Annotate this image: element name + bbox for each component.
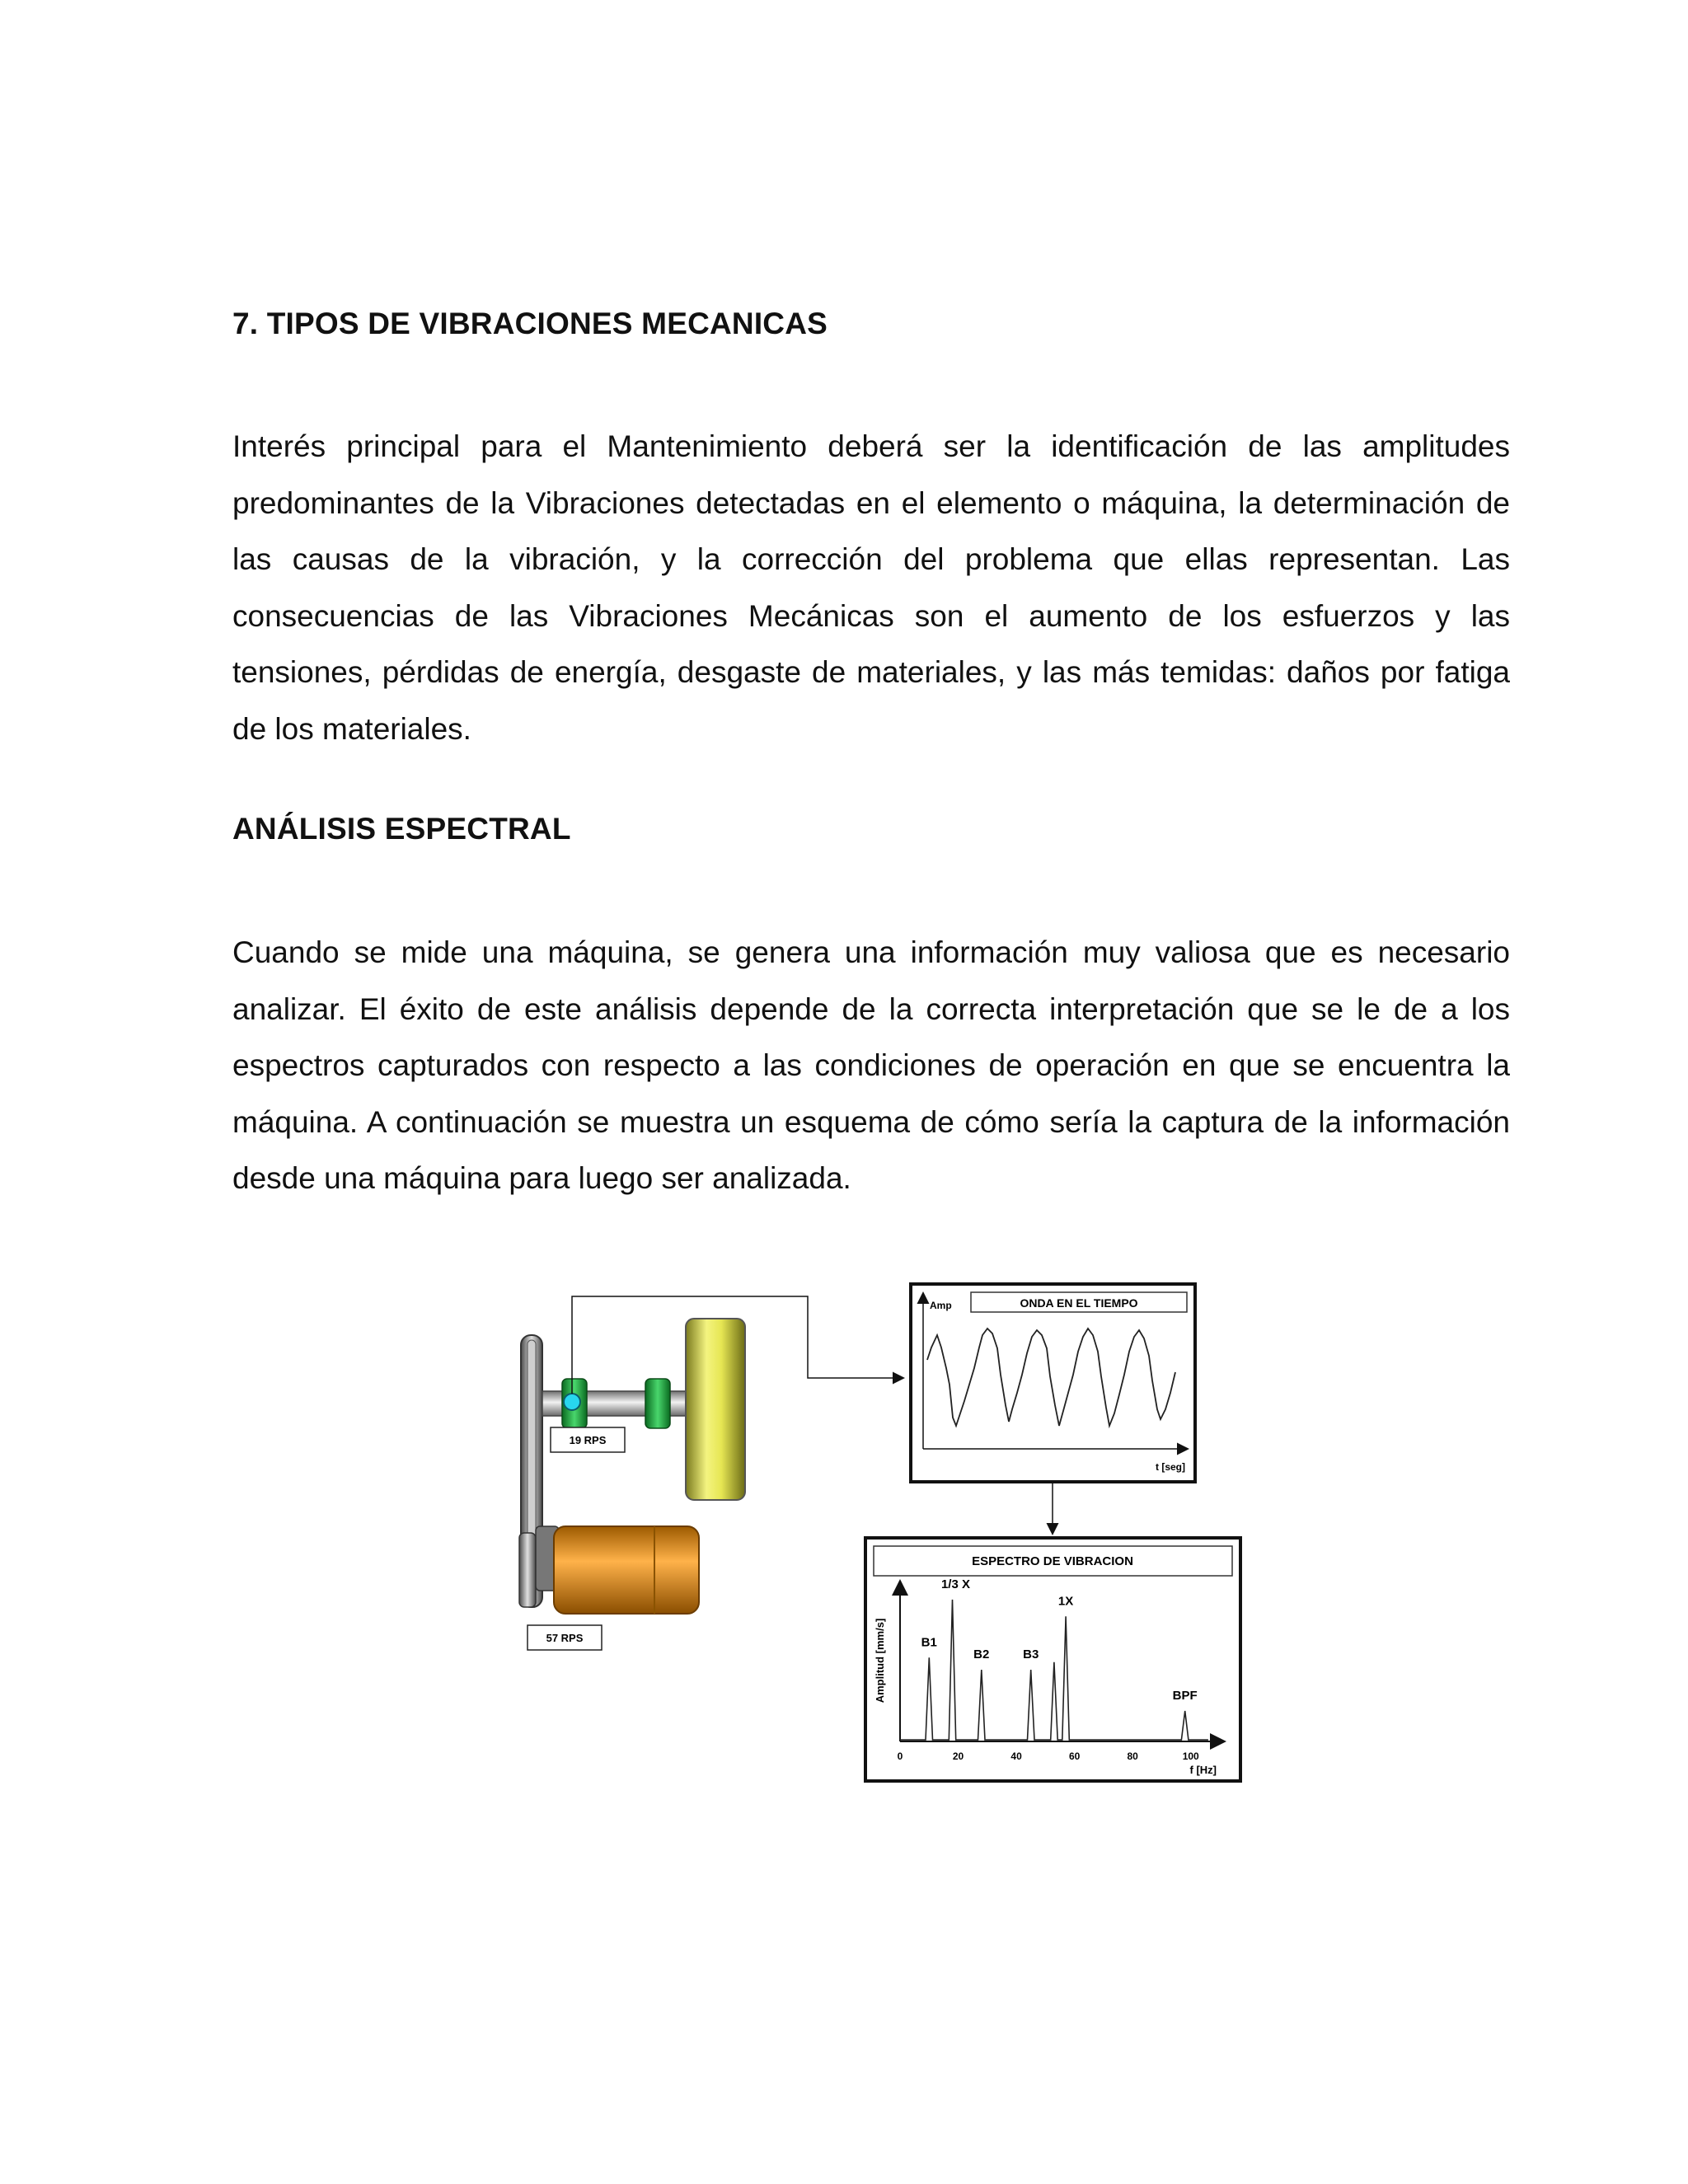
flywheel <box>686 1319 745 1500</box>
spectrum-title: ESPECTRO DE VIBRACION <box>972 1554 1133 1568</box>
spectrum-peak-label: BPF <box>1172 1689 1198 1703</box>
spectrum-peak-label: 1/3 X <box>940 1577 971 1591</box>
spectrum-y-label: Amplitud [mm/s] <box>874 1618 886 1704</box>
paragraph-mantenimiento: Interés principal para el Mantenimiento deberá ser la identificación de las amplitudes predominantes de la Vibraciones detectadas en el elemento o máquina, la determinación de las causas de la vibración, y la corrección del problema que ellas representan. Las consecuencias de las Vibraciones Mecánicas son el aumento de los esfuerzos y las tensiones, pérdidas de energía, desgaste de materiales, y las más temidas: daños por fatiga de los materiales. <box>232 429 1510 746</box>
motor <box>519 1526 699 1614</box>
time-wave-title: ONDA EN EL TIEMPO <box>1020 1296 1138 1310</box>
paragraph-analisis: Cuando se mide una máquina, se genera una información muy valiosa que es necesario analizar. El éxito de este análisis depende de la correcta interpretación que se le de a los espectros capturados con respecto a las condiciones de operación en que se encuentra la máquina. A continuación se muestra un esquema de cómo sería la captura de la información desde una máquina para luego ser analizada. <box>232 935 1510 1195</box>
section-heading-tipos-vibraciones: 7. TIPOS DE VIBRACIONES MECANICAS <box>232 307 828 340</box>
spectrum-peak-label: 1X <box>1057 1594 1074 1609</box>
spectrum-x-tick-label: 60 <box>1068 1750 1081 1762</box>
sensor-icon <box>564 1394 580 1410</box>
spectrum-peak-label: B2 <box>973 1647 990 1662</box>
vibration-capture-diagram <box>495 1269 1253 1805</box>
time-wave-x-label: t [seg] <box>1156 1461 1185 1473</box>
shaft-speed-label: 19 RPS <box>569 1434 607 1446</box>
time-wave-chart <box>911 1284 1195 1482</box>
spectrum-x-tick-label: 0 <box>897 1750 903 1762</box>
spectrum-peak-label: B1 <box>921 1635 937 1650</box>
spectrum-x-tick-label: 80 <box>1127 1750 1138 1762</box>
bearing-2 <box>645 1379 670 1428</box>
spectrum-peak-label: B3 <box>1023 1647 1039 1662</box>
section-heading-analisis-espectral: ANÁLISIS ESPECTRAL <box>232 812 571 846</box>
spectrum-chart <box>865 1538 1240 1781</box>
spectrum-x-tick-label: 40 <box>1010 1750 1022 1762</box>
spectrum-x-tick-label: 20 <box>952 1750 964 1762</box>
motor-speed-label: 57 RPS <box>546 1632 584 1644</box>
spectrum-x-label: f [Hz] <box>1189 1764 1217 1776</box>
time-wave-y-label: Amp <box>930 1300 952 1311</box>
spectrum-x-tick-label: 100 <box>1182 1750 1199 1762</box>
